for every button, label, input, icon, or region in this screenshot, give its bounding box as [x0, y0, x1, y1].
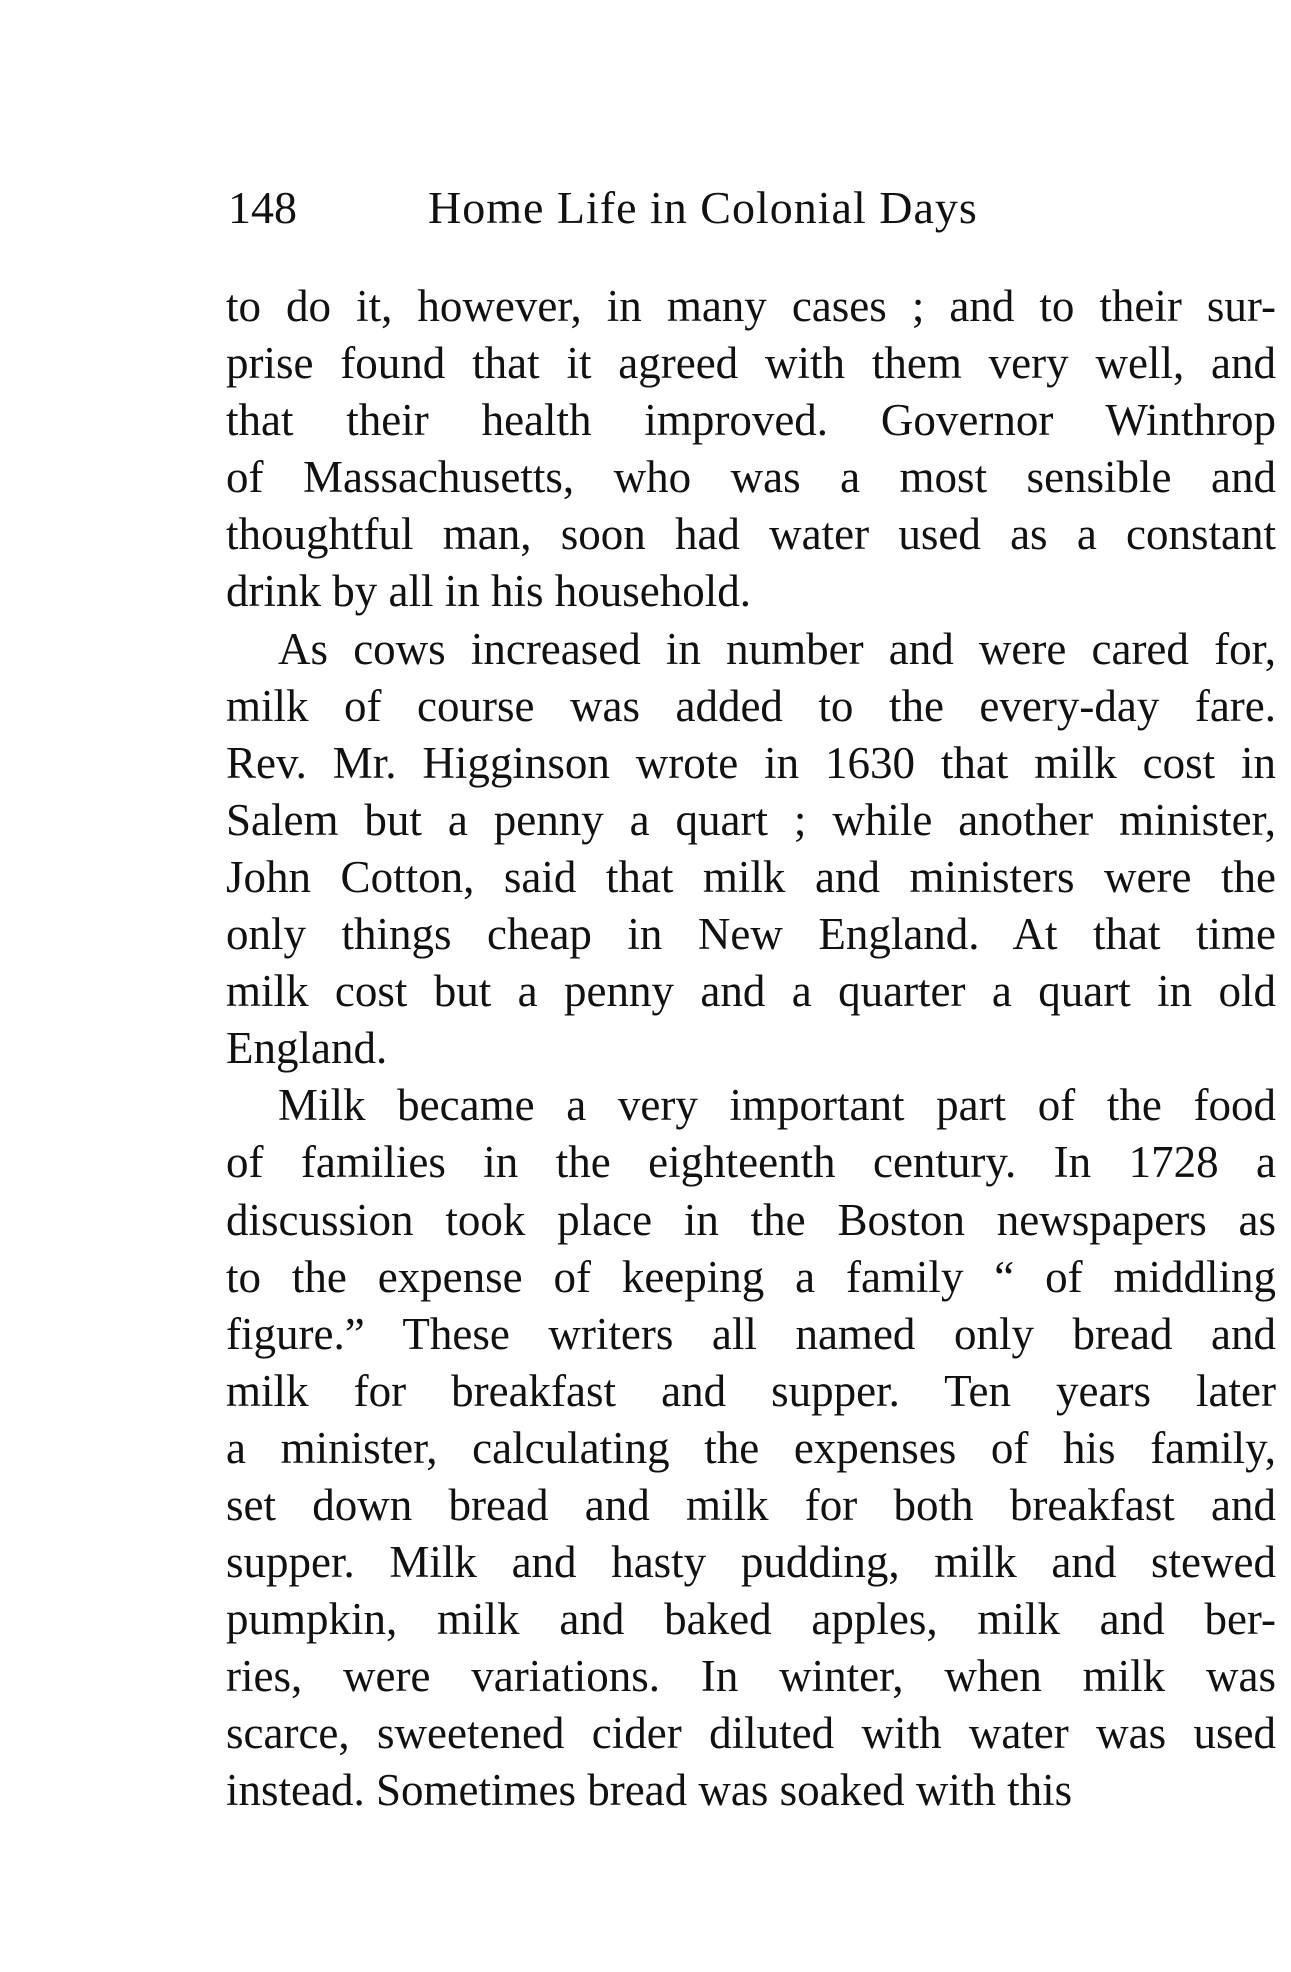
text-line: to do it, however, in many cases ; and to their sur- [226, 281, 1276, 331]
text-line: to the expense of keeping a family “ of middling [226, 1251, 1276, 1302]
text-line: Milk became a very important part of the food [278, 1080, 1276, 1131]
text-line: milk for breakfast and supper. Ten years later [226, 1365, 1276, 1416]
text-line: set down bread and milk for both breakfast and [226, 1479, 1276, 1530]
page-number: 148 [228, 182, 297, 233]
text-line: Salem but a penny a quart ; while another minister, [226, 794, 1276, 845]
text-line: milk of course was added to the every-day fare. [226, 680, 1276, 731]
text-line: discussion took place in the Boston newspapers as [226, 1194, 1276, 1245]
text-line: John Cotton, said that milk and ministers were the [226, 851, 1276, 902]
text-line: instead. Sometimes bread was soaked with this [226, 1765, 1073, 1816]
body-text [226, 278, 1276, 1820]
text-line: of Massachusetts, who was a most sensible and [226, 452, 1276, 503]
text-line: milk cost but a penny and a quarter a quart in old [226, 966, 1276, 1017]
text-line: Rev. Mr. Higginson wrote in 1630 that milk cost in [226, 737, 1276, 788]
text-line: a minister, calculating the expenses of his family, [226, 1422, 1276, 1473]
text-line: As cows increased in number and were cared for, [278, 623, 1276, 674]
text-line: supper. Milk and hasty pudding, milk and stewed [226, 1537, 1276, 1588]
text-line: that their health improved. Governor Winthrop [226, 395, 1276, 446]
text-line: prise found that it agreed with them very well, and [226, 338, 1276, 389]
text-line: figure.” These writers all named only bread and [226, 1308, 1276, 1359]
text-line: England. [226, 1023, 388, 1074]
text-line: ries, were variations. In winter, when milk was [226, 1651, 1276, 1702]
running-head [228, 178, 1078, 238]
text-line: only things cheap in New England. At that time [226, 909, 1276, 960]
text-line: drink by all in his household. [226, 566, 751, 617]
text-line: thoughtful man, soon had water used as a constant [226, 509, 1276, 560]
text-line: scarce, sweetened cider diluted with water was used [226, 1708, 1276, 1759]
book-title: Home Life in Colonial Days [428, 182, 978, 233]
text-line: pumpkin, milk and baked apples, milk and ber- [226, 1594, 1276, 1645]
text-line: of families in the eighteenth century. In 1728 a [226, 1137, 1276, 1188]
